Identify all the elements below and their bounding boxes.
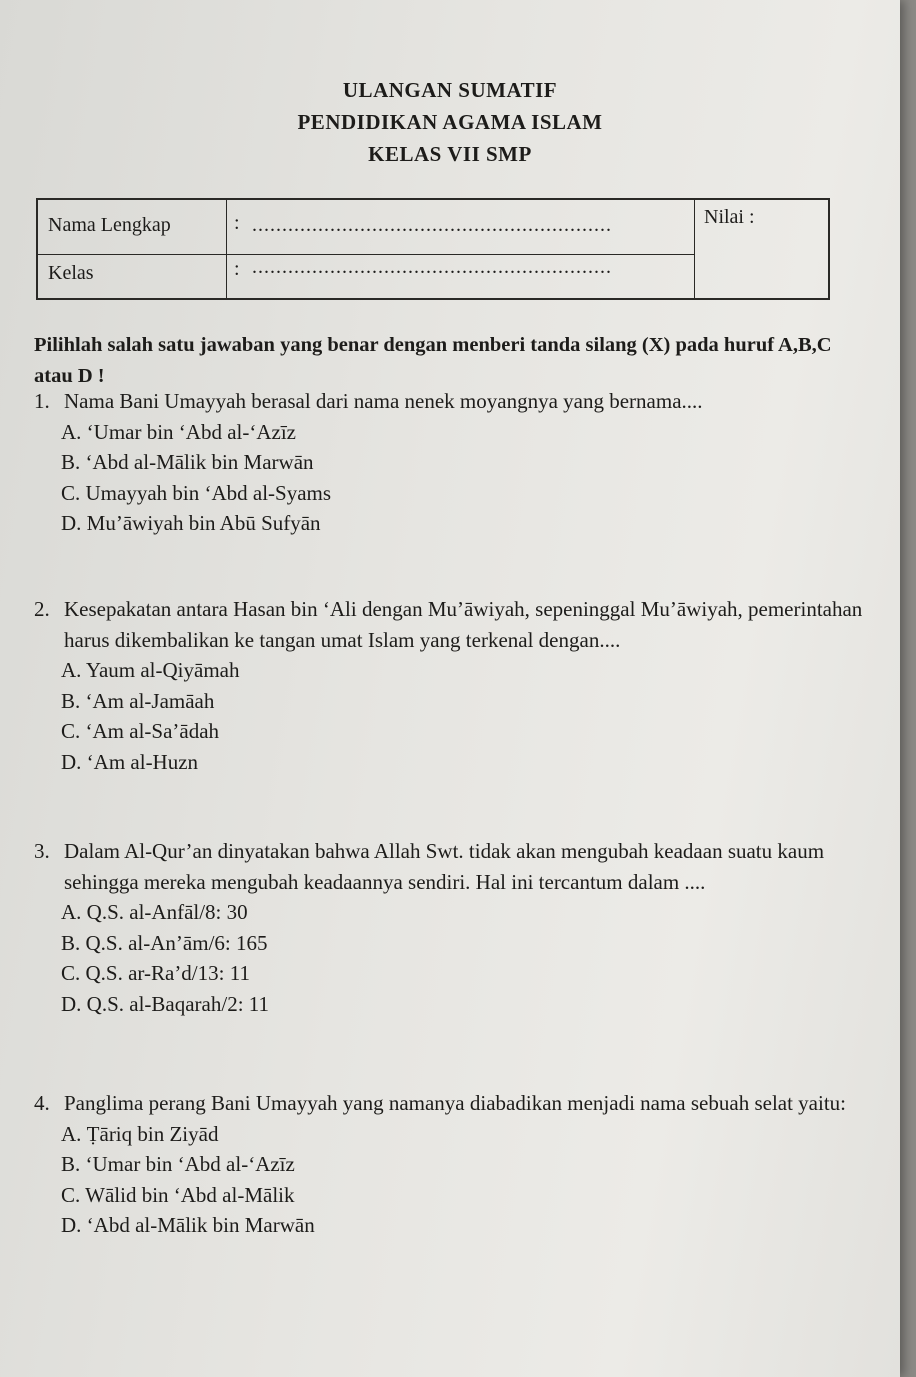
option-a[interactable]: A. Ṭāriq bin Ziyād — [61, 1121, 219, 1146]
name-label: Nama Lengkap — [48, 214, 171, 236]
student-identity-table — [36, 198, 830, 300]
question-text: Dalam Al-Qur’an dinyatakan bahwa Allah Swt. tidak akan mengubah keadaan suatu kaum sehingga mereka mengubah keadaannya sendiri. Hal ini tercantum dalam .... — [64, 839, 825, 894]
class-field[interactable]: ............................................................ — [252, 256, 612, 278]
class-colon: : — [234, 258, 240, 280]
instructions: Pilihlah salah satu jawaban yang benar dengan menberi tanda silang (X) pada huruf A,B,C atau D ! — [34, 334, 832, 387]
option-c[interactable]: C. Wālid bin ‘Abd al-Mālik — [61, 1182, 295, 1207]
option-c[interactable]: C. ‘Am al-Sa’ādah — [61, 719, 220, 743]
option-d[interactable]: D. Q.S. al-Baqarah/2: 11 — [61, 991, 270, 1016]
exam-title: ULANGAN SUMATIF — [342, 78, 558, 102]
score-label: Nilai : — [704, 206, 755, 228]
question-number: 1. — [34, 389, 50, 413]
question-3 — [34, 836, 874, 1019]
option-b[interactable]: B. ‘Abd al-Mālik bin Marwān — [61, 450, 314, 474]
question-text: Panglima perang Bani Umayyah yang namanya diabadikan menjadi nama sebuah selat yaitu: — [64, 1091, 847, 1115]
question-4 — [34, 1088, 874, 1241]
class-title: KELAS VII SMP — [368, 142, 532, 166]
option-c[interactable]: C. Q.S. ar-Ra’d/13: 11 — [61, 961, 250, 985]
exam-header — [0, 74, 900, 170]
option-b[interactable]: B. ‘Am al-Jamāah — [61, 688, 215, 713]
table-score-divider — [694, 200, 695, 298]
table-column-divider — [226, 200, 227, 298]
option-b[interactable]: B. ‘Umar bin ‘Abd al-‘Azīz — [61, 1152, 295, 1176]
option-c[interactable]: C. Umayyah bin ‘Abd al-Syams — [61, 480, 332, 505]
class-label: Kelas — [48, 262, 94, 284]
question-number: 4. — [34, 1091, 50, 1115]
table-row-divider — [38, 254, 694, 255]
option-b[interactable]: B. Q.S. al-An’ām/6: 165 — [61, 930, 268, 955]
name-colon: : — [234, 212, 240, 234]
option-d[interactable]: D. ‘Am al-Huzn — [61, 749, 199, 774]
subject-title: PENDIDIKAN AGAMA ISLAM — [297, 110, 603, 134]
name-field[interactable]: ............................................................ — [252, 214, 612, 236]
option-d[interactable]: D. Mu’āwiyah bin Abū Sufyān — [61, 511, 321, 535]
option-a[interactable]: A. ‘Umar bin ‘Abd al-‘Azīz — [61, 419, 296, 444]
question-2 — [34, 594, 874, 777]
question-text: Nama Bani Umayyah berasal dari nama nenek moyangnya yang bernama.... — [64, 389, 703, 413]
option-a[interactable]: A. Q.S. al-Anfāl/8: 30 — [61, 900, 248, 924]
question-number: 2. — [34, 597, 50, 621]
question-1 — [34, 386, 874, 539]
option-a[interactable]: A. Yaum al-Qiyāmah — [61, 658, 240, 682]
question-text: Kesepakatan antara Hasan bin ‘Ali dengan Mu’āwiyah, sepeninggal Mu’āwiyah, pemerintahan harus dikembalikan ke tangan umat Islam yang terkenal dengan.... — [64, 597, 863, 652]
question-number: 3. — [34, 839, 50, 863]
option-d[interactable]: D. ‘Abd al-Mālik bin Marwān — [61, 1213, 315, 1237]
